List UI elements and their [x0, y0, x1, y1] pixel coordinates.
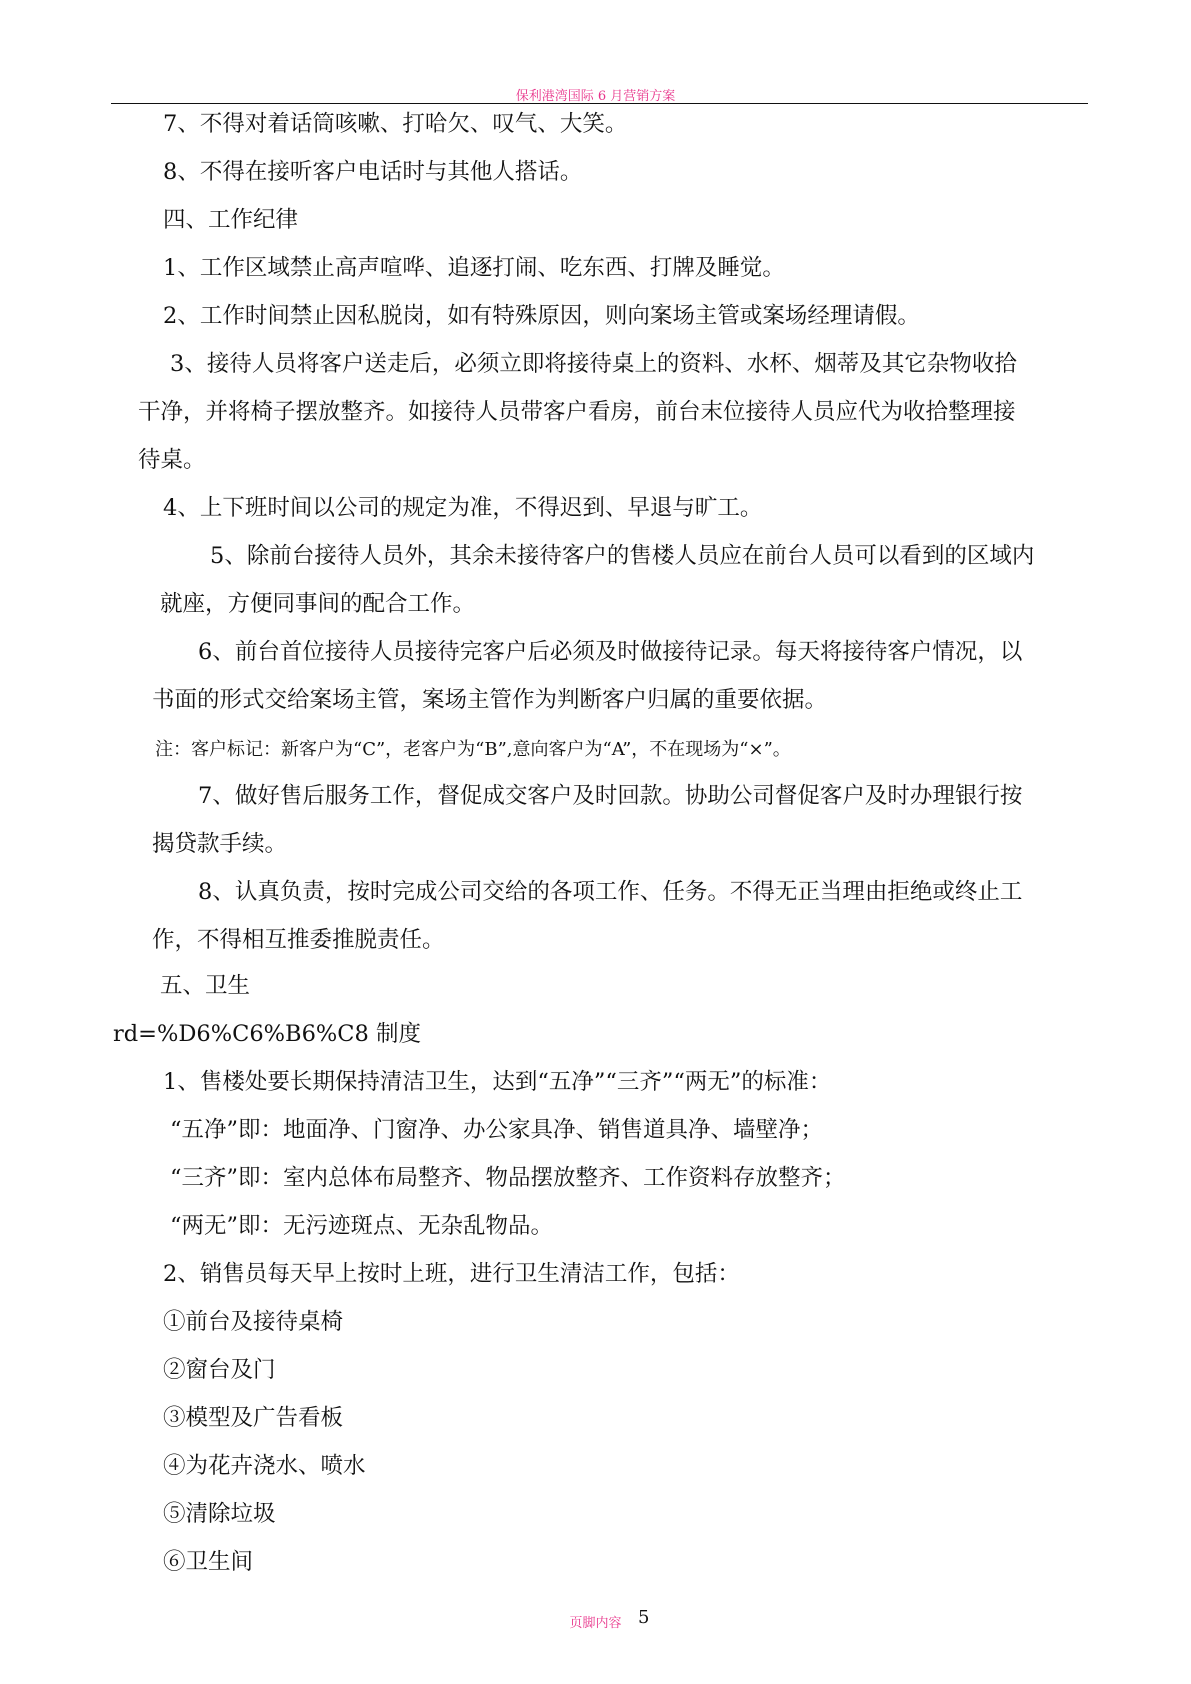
text-line: “五净”即：地面净、门窗净、办公家具净、销售道具净、墙壁净； [170, 1117, 824, 1143]
text-line: 作，不得相互推委推脱责任。 [152, 927, 445, 953]
page-footer-label: 页脚内容 [569, 1616, 622, 1631]
list-item: ⑤清除垃圾 [163, 1501, 276, 1527]
text-line: 待桌。 [138, 447, 206, 473]
section-heading: 五、卫生 [160, 973, 251, 999]
header-divider [111, 103, 1088, 104]
text-line: “三齐”即：室内总体布局整齐、物品摆放整齐、工作资料存放整齐； [170, 1165, 846, 1191]
text-line: 4、上下班时间以公司的规定为准，不得迟到、早退与旷工。 [163, 495, 763, 521]
list-item: ⑥卫生间 [163, 1549, 254, 1575]
page-header-title: 保利港湾国际 6 月营销方案 [515, 89, 676, 104]
text-line: 就座，方便同事间的配合工作。 [160, 591, 476, 617]
text-line: 7、做好售后服务工作，督促成交客户及时回款。协助公司督促客户及时办理银行按 [198, 783, 1023, 809]
text-line: 3、接待人员将客户送走后，必须立即将接待桌上的资料、水杯、烟蒂及其它杂物收拾 [170, 351, 1017, 377]
text-line: 2、销售员每天早上按时上班，进行卫生清洁工作，包括： [163, 1261, 740, 1287]
list-item: ③模型及广告看板 [163, 1405, 344, 1431]
text-line: 揭贷款手续。 [152, 831, 288, 857]
text-line: 7、不得对着话筒咳嗽、打哈欠、叹气、大笑。 [163, 111, 628, 137]
text-line: 书面的形式交给案场主管，案场主管作为判断客户归属的重要依据。 [152, 687, 828, 713]
list-item: ④为花卉浇水、喷水 [163, 1453, 366, 1479]
text-line: rd=%D6%C6%B6%C8 制度 [113, 1021, 421, 1047]
page-number: 5 [638, 1607, 650, 1628]
text-line: 6、前台首位接待人员接待完客户后必须及时做接待记录。每天将接待客户情况，以 [198, 639, 1023, 665]
text-line: 8、不得在接听客户电话时与其他人搭话。 [163, 159, 583, 185]
text-line: 1、售楼处要长期保持清洁卫生，达到“五净”“三齐”“两无”的标准： [163, 1069, 832, 1095]
note-line: 注：客户标记：新客户为“C”，老客户为“B”,意向客户为“A”，不在现场为“×”。 [155, 739, 791, 760]
list-item: ①前台及接待桌椅 [163, 1309, 344, 1335]
text-line: 2、工作时间禁止因私脱岗，如有特殊原因，则向案场主管或案场经理请假。 [163, 303, 920, 329]
text-line: “两无”即：无污迹斑点、无杂乱物品。 [170, 1213, 554, 1239]
text-line: 8、认真负责，按时完成公司交给的各项工作、任务。不得无正当理由拒绝或终止工 [198, 879, 1023, 905]
section-heading: 四、工作纪律 [163, 207, 299, 233]
list-item: ②窗台及门 [163, 1357, 276, 1383]
text-line: 5、除前台接待人员外，其余未接待客户的售楼人员应在前台人员可以看到的区域内 [210, 543, 1035, 569]
text-line: 1、工作区域禁止高声喧哗、追逐打闹、吃东西、打牌及睡觉。 [163, 255, 785, 281]
text-line: 干净，并将椅子摆放整齐。如接待人员带客户看房，前台末位接待人员应代为收拾整理接 [138, 399, 1016, 425]
